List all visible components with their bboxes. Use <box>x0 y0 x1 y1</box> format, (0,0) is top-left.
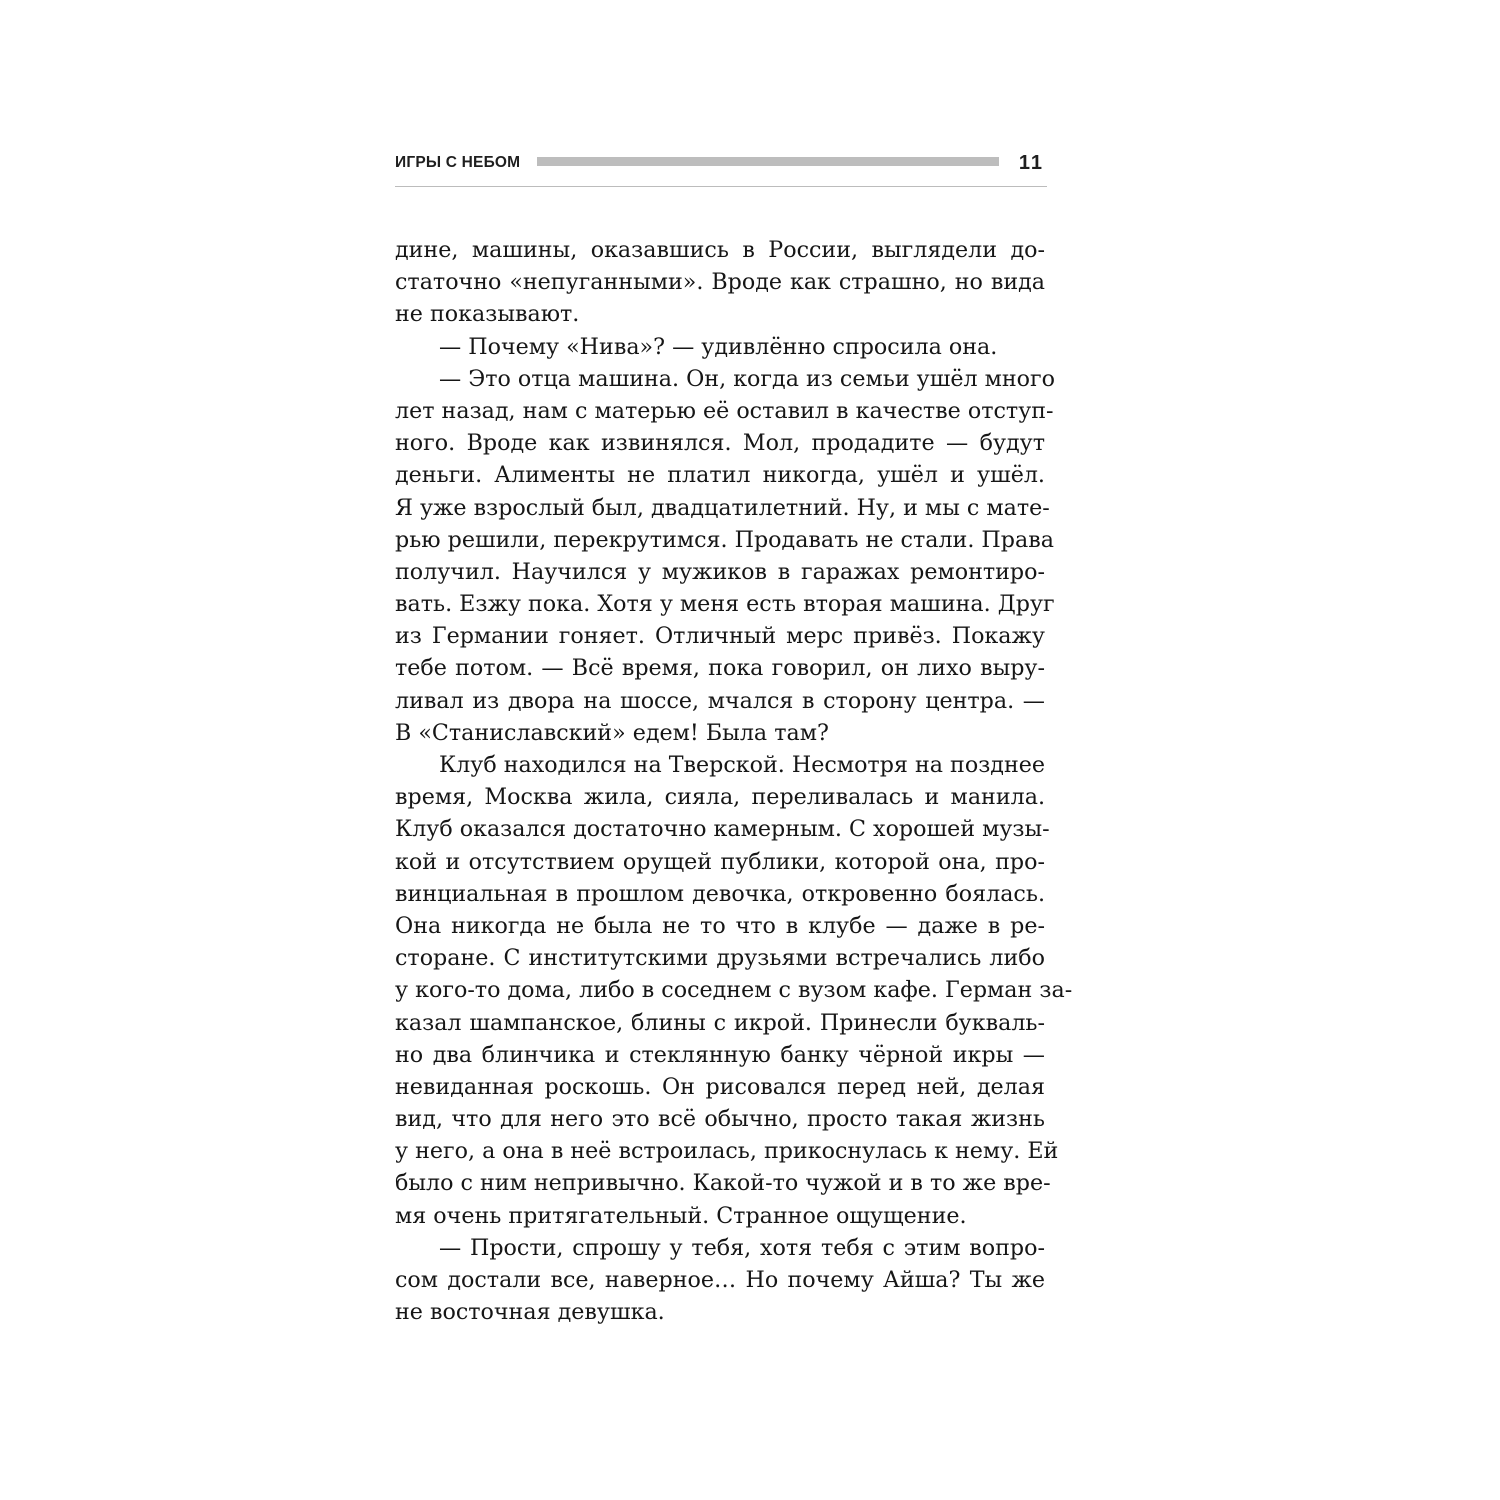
text-line: сторане. С институтскими друзьями встречались либо <box>395 945 1045 972</box>
text-line: лет назад, нам с матерью её оставил в качестве отступ- <box>395 397 1054 424</box>
text-line: Клуб оказался достаточно камерным. С хорошей музы- <box>395 816 1050 843</box>
text-line: сом достали все, наверное… Но почему Айша? Ты же <box>395 1267 1045 1293</box>
text-line: Она никогда не была не то что в клубе — даже в ре- <box>395 912 1045 939</box>
text-line: было с ним непривычно. Какой-то чужой и в то же вре- <box>395 1170 1051 1197</box>
text-line: — Почему «Нива»? — удивлённо спросила она. <box>439 333 998 360</box>
text-line: не восточная девушка. <box>395 1299 665 1326</box>
text-line: рью решили, перекрутимся. Продавать не стали. Права <box>395 526 1054 553</box>
text-line: из Германии гоняет. Отличный мерс привёз. Покажу <box>395 623 1045 650</box>
text-line: вид, что для него это всё обычно, просто такая жизнь <box>395 1106 1045 1133</box>
text-line: Я уже взрослый был, двадцатилетний. Ну, и мы с мате- <box>395 494 1050 521</box>
page-number: 11 <box>1018 152 1044 174</box>
text-line: — Это отца машина. Он, когда из семьи ушёл много <box>439 365 1056 392</box>
text-line: мя очень притягательный. Странное ощущение. <box>395 1202 967 1229</box>
running-title: ИГРЫ С НЕБОМ <box>395 154 521 171</box>
body-text <box>395 234 1073 1328</box>
text-line: казал шампанское, блины с икрой. Принесли букваль- <box>395 1009 1045 1036</box>
text-line: получил. Научился у мужиков в гаражах ремонтиро- <box>395 558 1045 585</box>
text-line: винциальная в прошлом девочка, откровенно боялась. <box>395 880 1045 907</box>
text-line: но два блинчика и стеклянную банку чёрной икры — <box>395 1041 1045 1068</box>
text-line: ного. Вроде как извинялся. Мол, продадите — будут <box>395 430 1045 457</box>
text-line: ливал из двора на шоссе, мчался в сторону центра. — <box>395 687 1045 714</box>
text-line: деньги. Алименты не платил никогда, ушёл и ушёл. <box>395 462 1045 489</box>
text-line: у кого-то дома, либо в соседнем с вузом кафе. Герман за- <box>395 977 1073 1004</box>
text-line: В «Станиславский» едем! Была там? <box>395 719 829 746</box>
text-line: статочно «непуганными». Вроде как страшно, но вида <box>395 269 1045 296</box>
text-line: у него, а она в неё встроилась, прикоснулась к нему. Ей <box>395 1138 1059 1165</box>
text-line: не показывают. <box>395 301 580 328</box>
text-line: Клуб находился на Тверской. Несмотря на позднее <box>439 752 1045 778</box>
header-rule <box>395 186 1047 187</box>
header-decorative-bar <box>537 157 999 166</box>
text-line: — Прости, спрошу у тебя, хотя тебя с этим вопро- <box>439 1234 1045 1261</box>
text-line: дине, машины, оказавшись в России, выглядели до- <box>395 237 1045 263</box>
text-line: время, Москва жила, сияла, переливалась и манила. <box>395 784 1045 811</box>
text-line: тебе потом. — Всё время, пока говорил, он лихо выру- <box>395 655 1045 682</box>
book-page <box>395 140 1073 1360</box>
text-line: вать. Езжу пока. Хотя у меня есть вторая машина. Друг <box>395 591 1055 618</box>
text-line: невиданная роскошь. Он рисовался перед ней, делая <box>395 1073 1045 1100</box>
running-head <box>395 140 1047 188</box>
text-line: кой и отсутствием орущей публики, которой она, про- <box>395 848 1045 875</box>
